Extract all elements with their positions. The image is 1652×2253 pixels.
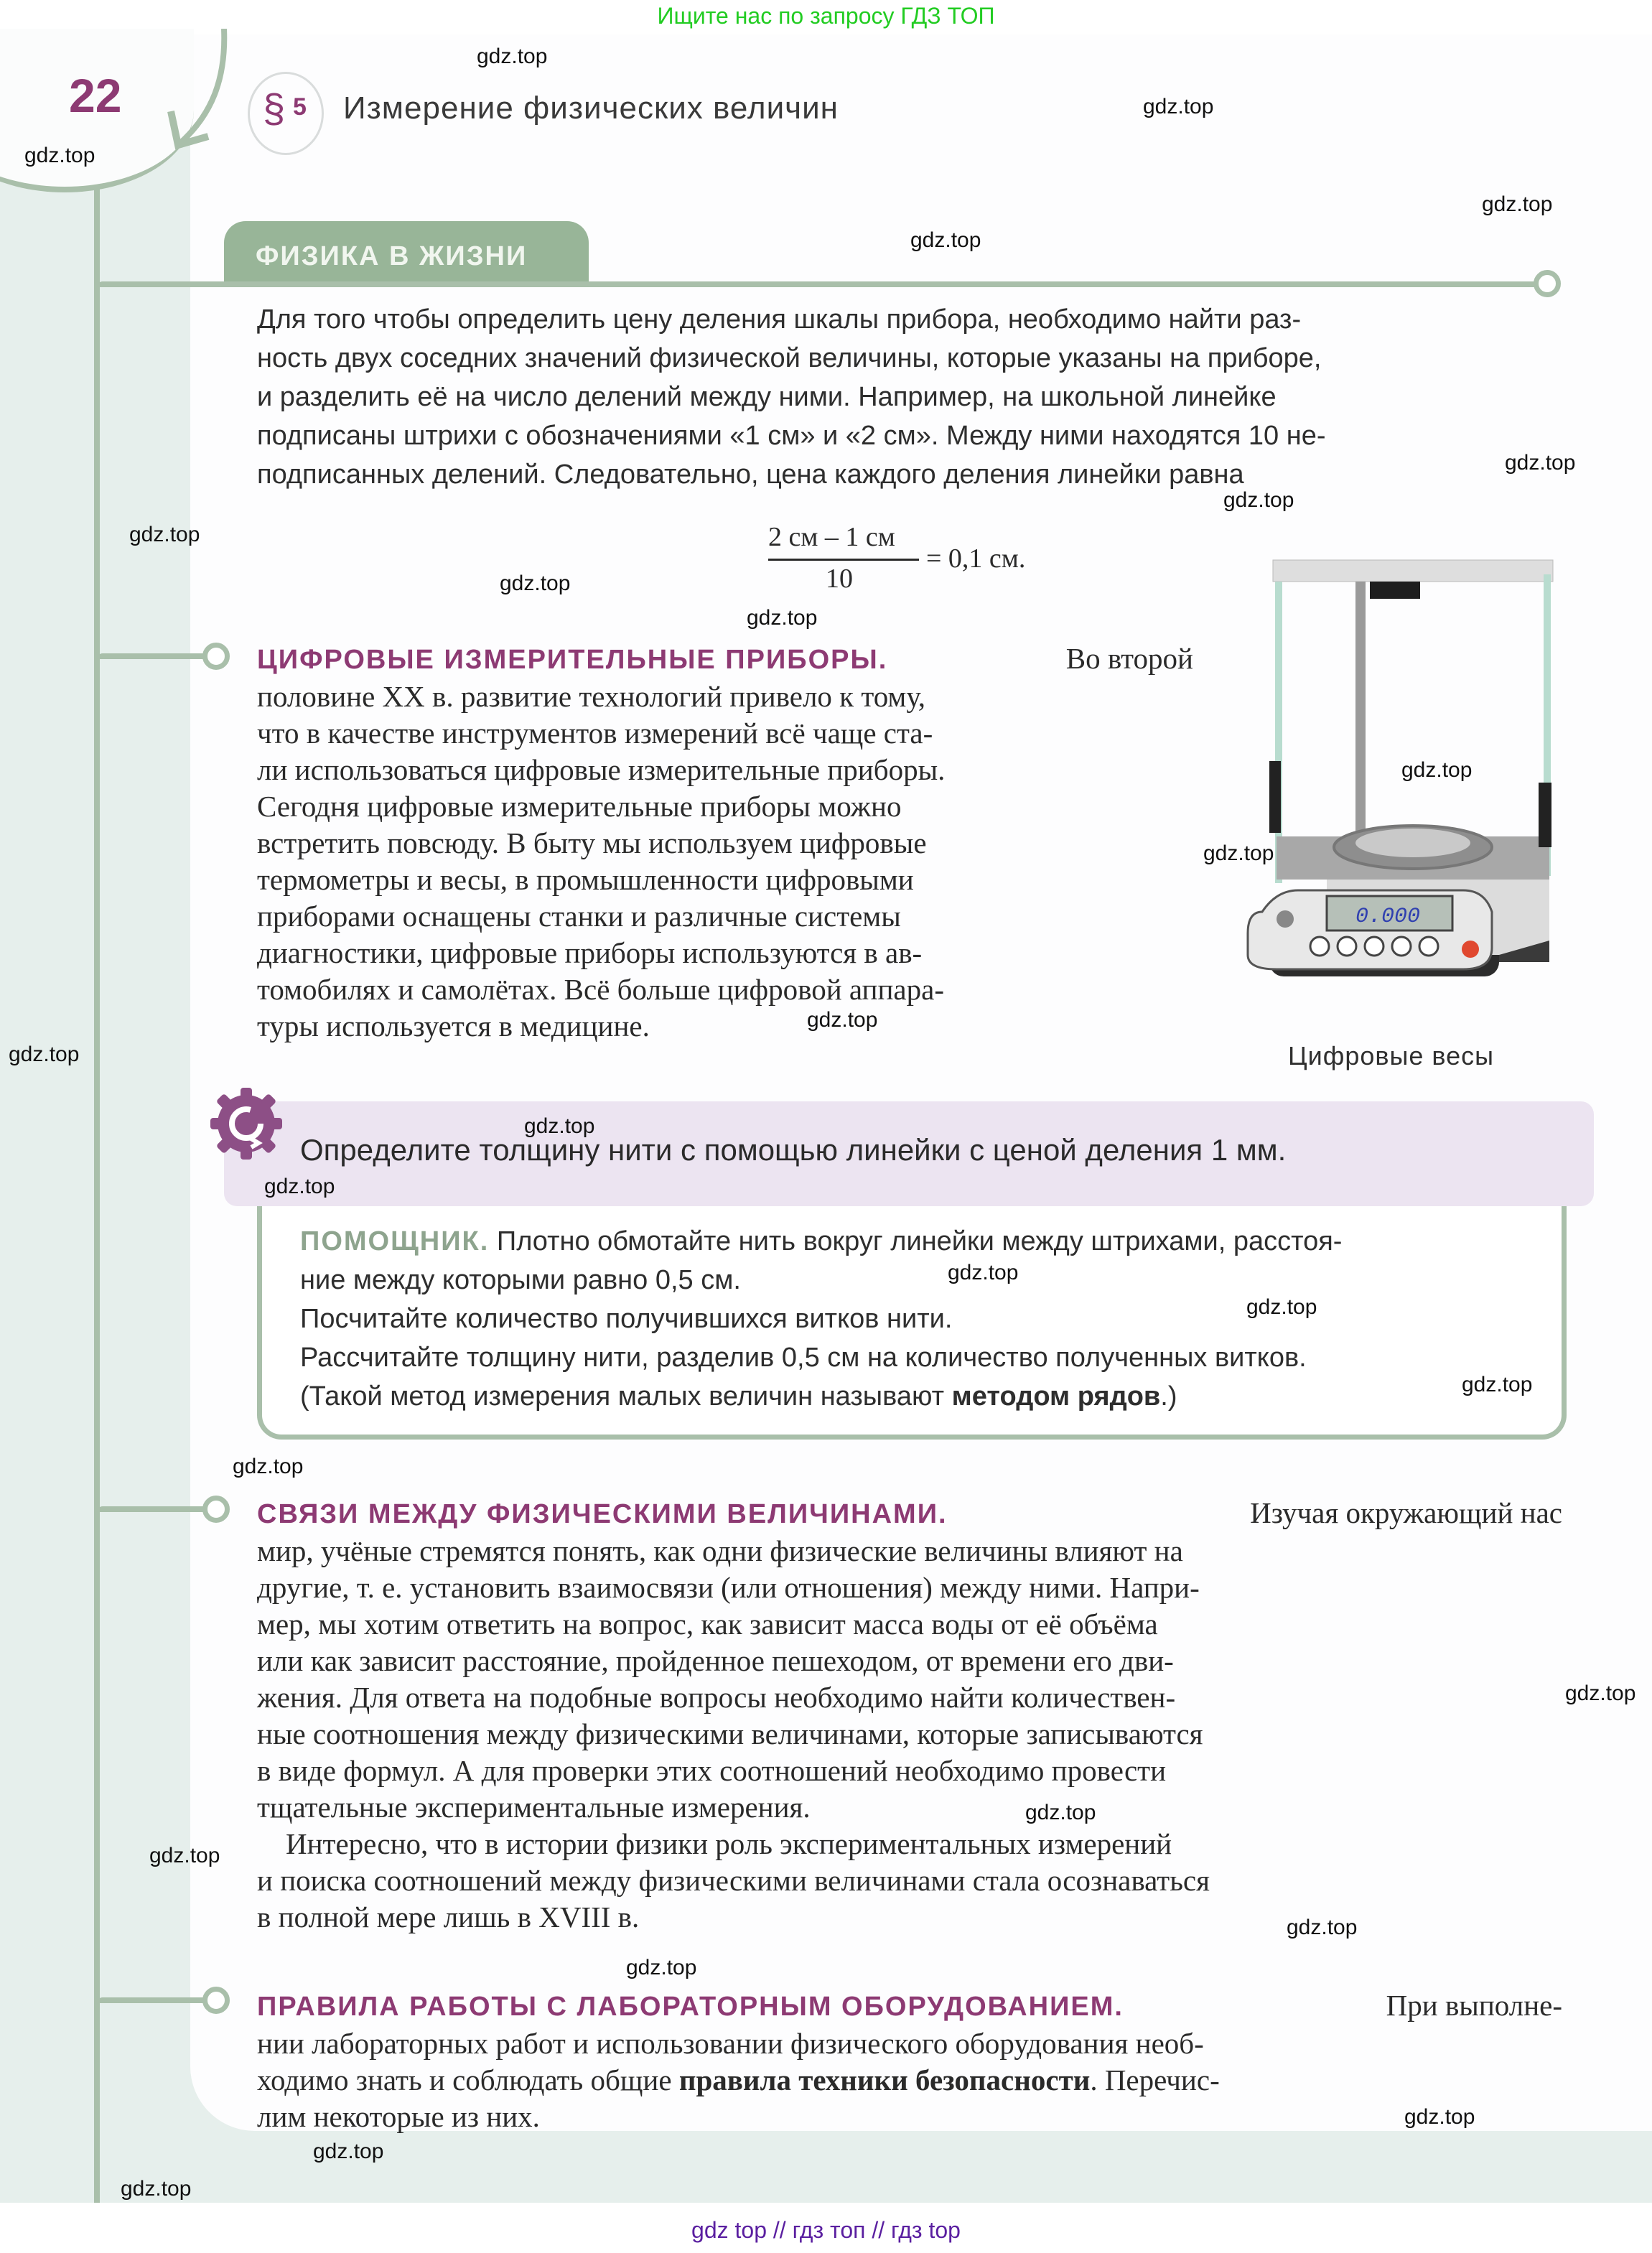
watermark-text: gdz.top	[1401, 758, 1473, 782]
text-line: подписанных делений. Следовательно, цена каждого деления линейки равна	[257, 460, 1244, 490]
relations-heading: СВЯЗИ МЕЖДУ ФИЗИЧЕСКИМИ ВЕЛИЧИНАМИ.	[257, 1499, 948, 1529]
text-span: Плотно обмотайте нить вокруг линейки между штрихами, расстоя-	[496, 1226, 1343, 1256]
bold-term: правила техники безопасности	[678, 2063, 1091, 2096]
watermark-text: gdz.top	[1143, 95, 1214, 118]
text-line: ность двух соседних значений физической величины, которые указаны на приборе,	[257, 343, 1322, 373]
text-line: Для того чтобы определить цену деления шкалы прибора, необходимо найти раз-	[257, 304, 1302, 335]
text-line: ные соотношения между физическими величинами, которые записываются	[257, 1717, 1203, 1750]
watermark-text: gdz.top	[1223, 488, 1294, 512]
text-line: в виде формул. А для проверки этих соотношений необходимо провести	[257, 1754, 1167, 1787]
watermark-text: gdz.top	[477, 45, 548, 68]
text-line: мир, учёные стремятся понять, как одни физические величины влияют на	[257, 1534, 1183, 1567]
text-span: Во второй	[1065, 642, 1193, 675]
text-line: термометры и весы, в промышленности цифровыми	[257, 863, 914, 896]
watermark-text: gdz.top	[500, 572, 571, 595]
gear-cycle-icon	[207, 1084, 286, 1163]
text-line: что в качестве инструментов измерений всё чаще ста-	[257, 717, 933, 750]
text-line	[257, 640, 1193, 678]
text-line: нии лабораторных работ и использовании физического оборудования необ-	[257, 2027, 1204, 2060]
left-rail-line	[94, 144, 100, 2203]
text-line: приборами оснащены станки и различные системы	[257, 900, 901, 933]
section-bullet-ring	[202, 1987, 230, 2014]
relations-text	[257, 1495, 1562, 1936]
digital-devices-text	[257, 640, 1193, 1045]
text-line: Рассчитайте толщину нити, разделив 0,5 см на количество полученных витков.	[300, 1343, 1307, 1373]
text-line: встретить повсюду. В быту мы используем цифровые	[257, 826, 927, 859]
lab-rules-heading: ПРАВИЛА РАБОТЫ С ЛАБОРАТОРНЫМ ОБОРУДОВАНИЕМ.	[257, 1992, 1124, 2022]
page-title: Измерение физических величин	[343, 90, 839, 126]
watermark-text: gdz.top	[524, 1114, 595, 1138]
watermark-text: gdz.top	[1462, 1373, 1533, 1396]
watermark-text: gdz.top	[233, 1455, 304, 1478]
helper-text	[300, 1222, 1521, 1416]
digital-scale-image	[1233, 553, 1564, 998]
text-line: ли использоваться цифровые измерительные приборы.	[257, 753, 946, 786]
watermark-text: gdz.top	[948, 1261, 1019, 1284]
watermark-text: gdz.top	[121, 2177, 192, 2201]
footer-banner: gdz top // гдз топ // гдз top	[691, 2217, 961, 2243]
text-span: При выполне-	[1386, 1989, 1562, 2022]
watermark-text: gdz.top	[313, 2140, 384, 2163]
page-number: 22	[69, 69, 122, 122]
formula-result: = 0,1 см.	[926, 544, 1026, 574]
fraction-numerator: 2 см – 1 см	[768, 522, 895, 552]
watermark-text: gdz.top	[747, 606, 818, 630]
watermark-text: gdz.top	[1025, 1801, 1096, 1824]
text-line: в полной мере лишь в XVIII в.	[257, 1900, 640, 1934]
text-line: Интересно, что в истории физики роль экспериментальных измерений	[286, 1827, 1172, 1860]
text-span: .)	[1160, 1381, 1177, 1412]
digital-devices-heading: ЦИФРОВЫЕ ИЗМЕРИТЕЛЬНЫЕ ПРИБОРЫ.	[257, 645, 888, 675]
physics-in-life-text	[257, 300, 1521, 494]
lab-rules-text	[257, 1987, 1562, 2135]
watermark-text: gdz.top	[149, 1844, 220, 1867]
helper-lead-label: ПОМОЩНИК.	[300, 1226, 490, 1256]
text-line: туры используется в медицине.	[257, 1009, 650, 1042]
curved-arrow-icon	[158, 29, 244, 151]
section-divider-line	[97, 281, 1541, 287]
watermark-text: gdz.top	[1246, 1295, 1317, 1319]
figure-caption: Цифровые весы	[1288, 1041, 1495, 1070]
bold-term: методом рядов	[951, 1381, 1161, 1412]
text-line	[257, 1495, 1562, 1533]
watermark-text: gdz.top	[1404, 2105, 1475, 2129]
paragraph-badge	[248, 72, 324, 155]
text-span: (Такой метод измерения малых величин называют	[300, 1381, 952, 1412]
text-line: и поиска соотношений между физическими величинами стала осознаваться	[257, 1864, 1210, 1897]
text-line: ние между которыми равно 0,5 см.	[300, 1265, 741, 1295]
text-line: диагностики, цифровые приборы используются в ав-	[257, 936, 923, 969]
watermark-text: gdz.top	[1203, 841, 1274, 865]
fraction-bar	[768, 559, 919, 561]
scale-display-value: 0.000	[1355, 905, 1421, 929]
task-text: Определите толщину нити с помощью линейки с ценой деления 1 мм.	[300, 1133, 1287, 1167]
watermark-text: gdz.top	[129, 523, 200, 546]
text-line: мер, мы хотим ответить на вопрос, как зависит масса воды от её объёма	[257, 1608, 1158, 1641]
watermark-text: gdz.top	[24, 144, 95, 167]
text-line: Посчитайте количество получившихся витков нити.	[300, 1304, 953, 1334]
paragraph-number: 5	[293, 93, 307, 121]
watermark-text: gdz.top	[626, 1956, 697, 1979]
text-line: подписаны штрихи с обозначениями «1 см» и «2 см». Между ними находятся 10 не-	[257, 421, 1326, 451]
fraction-denominator: 10	[826, 564, 853, 594]
watermark-text: gdz.top	[910, 228, 981, 252]
text-line	[300, 1222, 1521, 1261]
paragraph-sign: §	[263, 85, 286, 131]
search-banner: Ищите нас по запросу ГДЗ ТОП	[657, 3, 995, 29]
text-line: тщательные экспериментальные измерения.	[257, 1791, 811, 1824]
watermark-text: gdz.top	[1565, 1681, 1636, 1705]
text-line	[257, 1987, 1562, 2025]
text-line: половине XX в. развитие технологий привело к тому,	[257, 680, 926, 713]
text-line: жения. Для ответа на подобные вопросы необходимо найти количествен-	[257, 1681, 1176, 1714]
section-connector	[97, 1506, 212, 1512]
line-end-ring	[1534, 270, 1561, 297]
text-line	[300, 1377, 1521, 1416]
text-line	[257, 2062, 1562, 2099]
physics-in-life-label: ФИЗИКА В ЖИЗНИ	[256, 241, 528, 271]
section-bullet-ring	[202, 1496, 230, 1523]
watermark-text: gdz.top	[1505, 451, 1576, 475]
section-connector	[97, 1997, 212, 2003]
text-line: или как зависит расстояние, пройденное пешеходом, от времени его дви-	[257, 1644, 1174, 1677]
text-line: Сегодня цифровые измерительные приборы можно	[257, 790, 902, 823]
text-line: и разделить её на число делений между ними. Например, на школьной линейке	[257, 382, 1277, 412]
watermark-text: gdz.top	[1482, 192, 1553, 216]
section-bullet-ring	[202, 643, 230, 670]
text-line: другие, т. е. установить взаимосвязи (или отношения) между ними. Напри-	[257, 1571, 1200, 1604]
text-line: томобилях и самолётах. Всё больше цифровой аппара-	[257, 973, 944, 1006]
watermark-text: gdz.top	[1287, 1916, 1358, 1939]
watermark-text: gdz.top	[264, 1175, 335, 1198]
watermark-text: gdz.top	[9, 1042, 80, 1066]
watermark-text: gdz.top	[807, 1008, 878, 1032]
text-span: . Перечис-	[1090, 2063, 1220, 2096]
text-span: ходимо знать и соблюдать общие	[257, 2063, 679, 2096]
text-line: лим некоторые из них.	[257, 2100, 540, 2133]
section-connector	[97, 653, 212, 659]
text-span: Изучая окружающий нас	[1250, 1496, 1562, 1529]
